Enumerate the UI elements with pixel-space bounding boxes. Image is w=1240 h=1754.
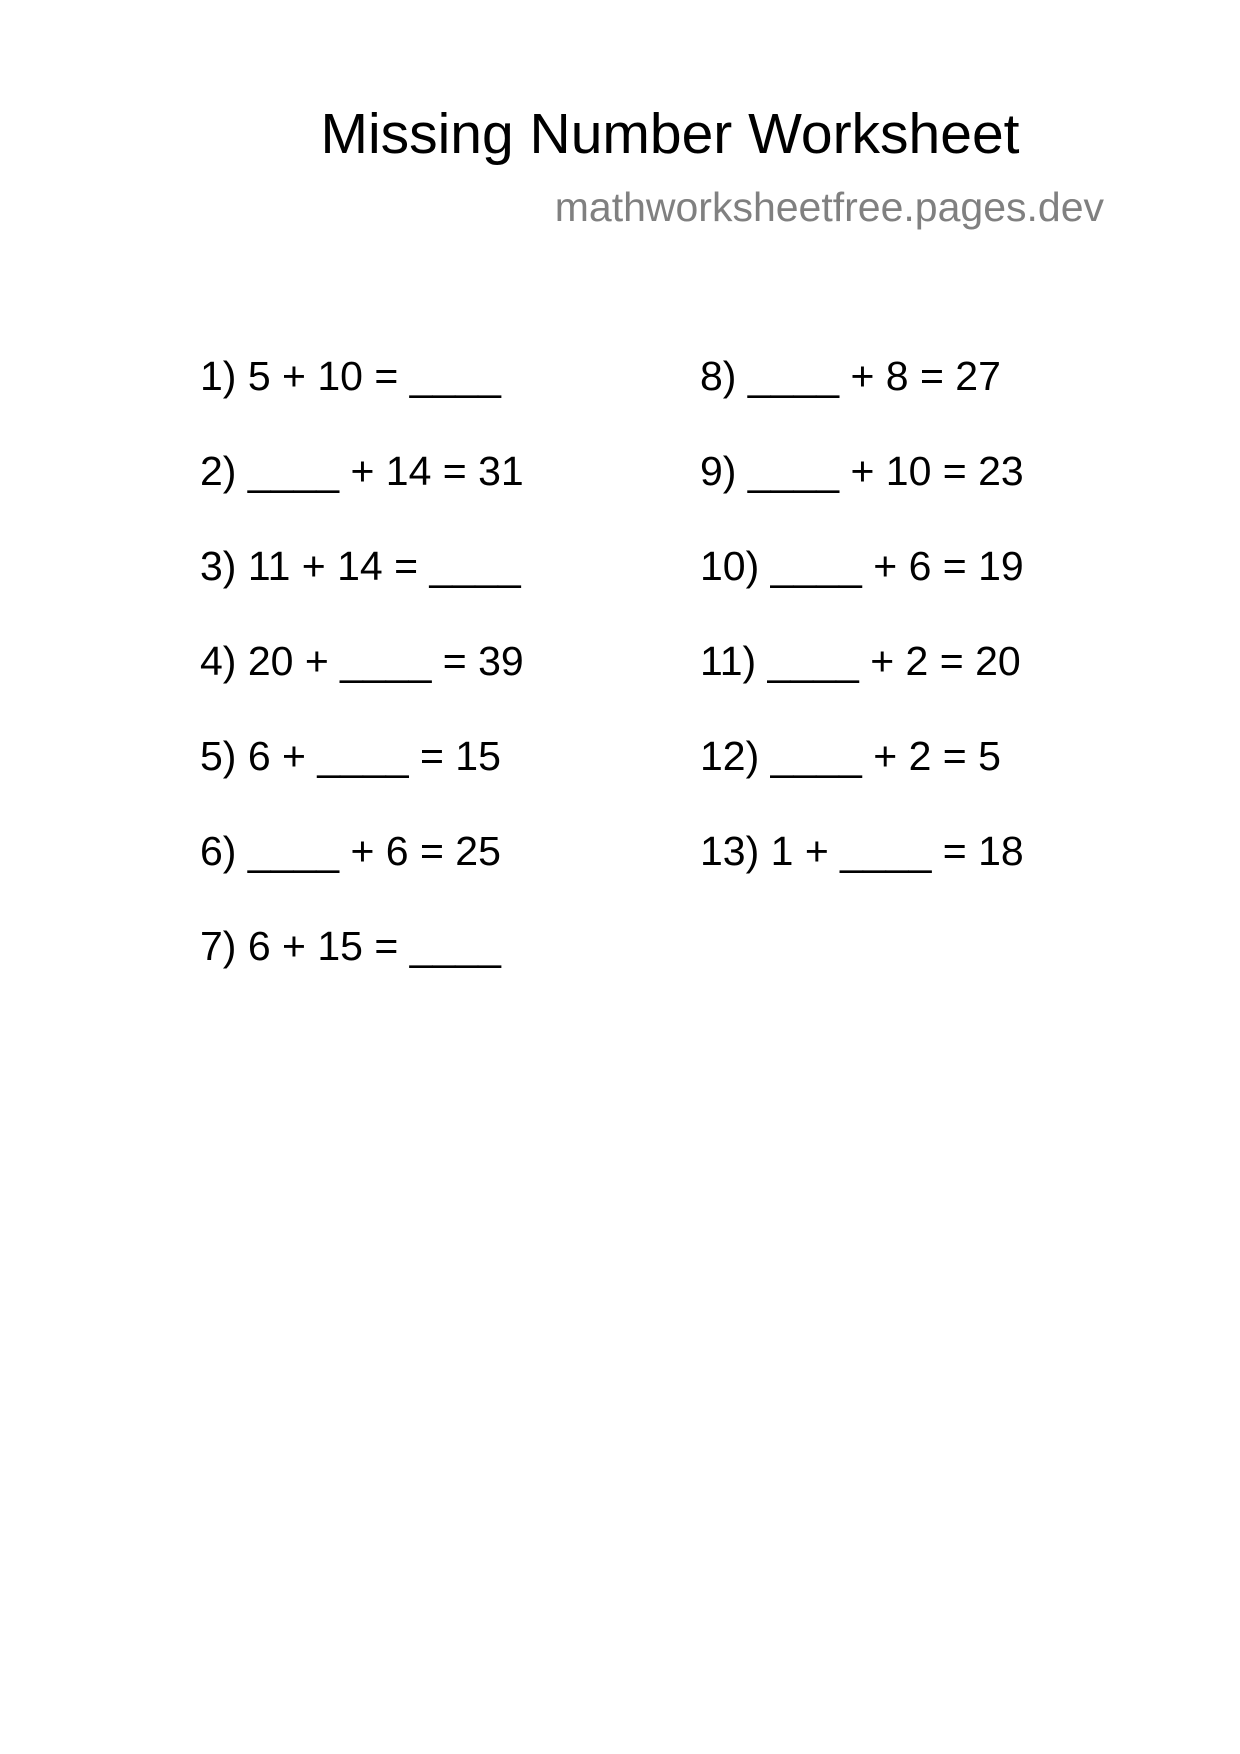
problem-1: 1) 5 + 10 = ____ [200,353,501,399]
problem-10: 10) ____ + 6 = 19 [700,543,1024,589]
problem-13: 13) 1 + ____ = 18 [700,828,1024,874]
problem-grid [200,348,1140,988]
problem-column-left [200,348,660,1013]
problem-5: 5) 6 + ____ = 15 [200,733,501,779]
problem-9: 9) ____ + 10 = 23 [700,448,1024,494]
website-url: mathworksheetfree.pages.dev [554,184,1104,230]
problem-11: 11) ____ + 2 = 20 [700,638,1021,684]
problem-4: 4) 20 + ____ = 39 [200,638,524,684]
page-title: Missing Number Worksheet [320,102,1020,166]
problem-6: 6) ____ + 6 = 25 [200,828,501,874]
problem-column-right [700,348,1160,918]
problem-7: 7) 6 + 15 = ____ [200,923,501,969]
problem-8: 8) ____ + 8 = 27 [700,353,1001,399]
problem-12: 12) ____ + 2 = 5 [700,733,1001,779]
problem-3: 3) 11 + 14 = ____ [200,543,521,589]
problem-2: 2) ____ + 14 = 31 [200,448,524,494]
